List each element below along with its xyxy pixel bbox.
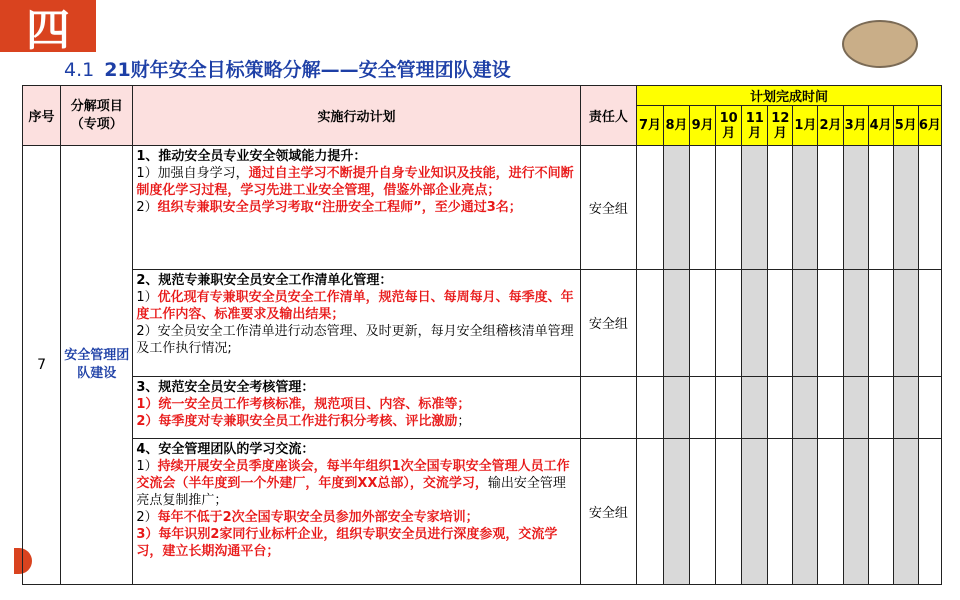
action-text-red: 组织专兼职安全员学习考取“注册安全工程师”，至少通过3名； <box>157 200 522 215</box>
schedule-cell <box>742 376 768 438</box>
action-text-red: 优化现有专兼职安全员安全工作清单，规范每日、每周每月、每季度、年度工作内容、标准要求及输出结果； <box>136 290 574 323</box>
schedule-cell <box>868 376 893 438</box>
schedule-cell <box>716 376 742 438</box>
schedule-cell <box>742 438 768 584</box>
schedule-cell <box>768 376 793 438</box>
schedule-cell <box>818 376 843 438</box>
header-month: 10月 <box>716 106 742 146</box>
schedule-cell <box>793 146 818 270</box>
schedule-cell <box>893 376 918 438</box>
row-seq: 7 <box>23 146 61 585</box>
schedule-cell <box>843 438 868 584</box>
action-text-red: 每年不低于2次全国专职安全员参加外部安全专家培训； <box>157 509 479 525</box>
schedule-cell <box>664 270 690 376</box>
schedule-cell <box>918 438 941 584</box>
action-line <box>136 199 576 216</box>
header-month: 2月 <box>818 106 843 146</box>
action-heading: 3、规范安全员安全考核管理： <box>136 379 315 395</box>
schedule-cell <box>893 438 918 584</box>
title-text: 21财年安全目标策略分解——安全管理团队建设 <box>104 59 511 81</box>
schedule-cell <box>664 146 690 270</box>
schedule-cell <box>690 376 716 438</box>
schedule-cell <box>742 270 768 376</box>
schedule-cell <box>742 146 768 270</box>
action-line <box>136 289 576 323</box>
schedule-cell <box>636 376 663 438</box>
schedule-cell <box>893 270 918 376</box>
schedule-cell <box>843 146 868 270</box>
header-month: 12月 <box>768 106 793 146</box>
action-text-tail: ； <box>457 413 471 429</box>
title-number: 4.1 <box>64 59 95 81</box>
header-owner: 责任人 <box>580 86 636 146</box>
action-plan-cell <box>133 270 580 376</box>
action-line <box>136 396 576 413</box>
row-item: 安全管理团队建设 <box>61 146 133 585</box>
schedule-cell <box>918 270 941 376</box>
action-line <box>136 526 576 560</box>
header-month: 11月 <box>742 106 768 146</box>
owner-cell <box>580 376 636 438</box>
header-seq: 序号 <box>23 86 61 146</box>
schedule-cell <box>664 376 690 438</box>
plan-table <box>22 85 942 585</box>
table-row <box>23 438 942 584</box>
schedule-cell <box>768 146 793 270</box>
schedule-cell <box>690 438 716 584</box>
schedule-cell <box>868 146 893 270</box>
section-badge: 四 <box>0 0 96 52</box>
header-month: 8月 <box>664 106 690 146</box>
schedule-cell <box>690 270 716 376</box>
action-line <box>136 413 576 430</box>
header-month: 1月 <box>793 106 818 146</box>
schedule-cell <box>716 146 742 270</box>
action-text-plain: 1） <box>136 458 158 474</box>
action-line <box>136 165 576 199</box>
header-month: 6月 <box>918 106 941 146</box>
action-text-plain: 2） <box>136 509 158 525</box>
owner-cell: 安全组 <box>580 270 636 376</box>
schedule-cell <box>636 270 663 376</box>
header-action: 实施行动计划 <box>133 86 580 146</box>
schedule-cell <box>818 146 843 270</box>
schedule-cell <box>868 438 893 584</box>
schedule-cell <box>793 376 818 438</box>
schedule-cell <box>716 270 742 376</box>
schedule-cell <box>768 270 793 376</box>
schedule-cell <box>893 146 918 270</box>
action-text-red: 2）每季度对专兼职安全员工作进行积分考核、评比激励 <box>136 413 458 429</box>
header-month: 5月 <box>893 106 918 146</box>
schedule-cell <box>636 438 663 584</box>
schedule-cell <box>768 438 793 584</box>
action-heading: 4、安全管理团队的学习交流： <box>136 441 315 457</box>
action-line <box>136 323 576 357</box>
table-row <box>23 146 942 270</box>
header-month: 3月 <box>843 106 868 146</box>
schedule-cell <box>818 270 843 376</box>
header-month: 4月 <box>868 106 893 146</box>
owner-cell: 安全组 <box>580 146 636 270</box>
action-text-red: 通过自主学习不断提升自身专业知识及技能，进行不间断制度化学习过程，学习先进工业安全管理，借鉴外部企业亮点； <box>136 166 574 198</box>
header-month: 7月 <box>636 106 663 146</box>
action-text-plain: 1） <box>136 290 158 306</box>
schedule-cell <box>868 270 893 376</box>
page-title <box>64 55 511 82</box>
schedule-cell <box>793 270 818 376</box>
action-plan-cell <box>133 146 580 270</box>
action-text-plain: 2） <box>136 200 158 215</box>
schedule-cell <box>664 438 690 584</box>
schedule-cell <box>843 376 868 438</box>
action-line <box>136 458 576 509</box>
action-text-plain: 2）安全员安全工作清单进行动态管理、及时更新，每月安全组稽核清单管理及工作执行情况; <box>136 324 574 357</box>
schedule-cell <box>918 376 941 438</box>
schedule-cell <box>843 270 868 376</box>
action-plan-cell <box>133 438 580 584</box>
action-text-red: 3）每年识别2家同行业标杆企业，组织专职安全员进行深度参观，交流学习，建立长期沟通平台； <box>136 526 558 559</box>
decorative-oval <box>842 20 918 68</box>
schedule-cell <box>636 146 663 270</box>
schedule-cell <box>716 438 742 584</box>
table-row <box>23 270 942 376</box>
action-text-red: 1）统一安全员工作考核标准，规范项目、内容、标准等； <box>136 396 471 412</box>
schedule-cell <box>918 146 941 270</box>
header-schedule: 计划完成时间 <box>636 86 941 106</box>
action-heading: 2、规范专兼职安全员安全工作清单化管理： <box>136 273 393 289</box>
schedule-cell <box>793 438 818 584</box>
schedule-cell <box>690 146 716 270</box>
table-row <box>23 376 942 438</box>
action-line <box>136 509 576 526</box>
header-item: 分解项目（专项） <box>61 86 133 146</box>
action-heading: 1、推动安全员专业安全领域能力提升： <box>136 149 367 164</box>
owner-cell: 安全组 <box>580 438 636 584</box>
header-month: 9月 <box>690 106 716 146</box>
action-text-tail: 输出安全管理亮点复制推广； <box>136 475 566 508</box>
schedule-cell <box>818 438 843 584</box>
action-plan-cell <box>133 376 580 438</box>
action-text-red: 持续开展安全员季度座谈会，每半年组织1次全国专职安全管理人员工作交流会（半年度到一个外建厂，年度到XX总部），交流学习， <box>136 458 570 491</box>
action-text-plain: 1）加强自身学习， <box>136 166 249 181</box>
